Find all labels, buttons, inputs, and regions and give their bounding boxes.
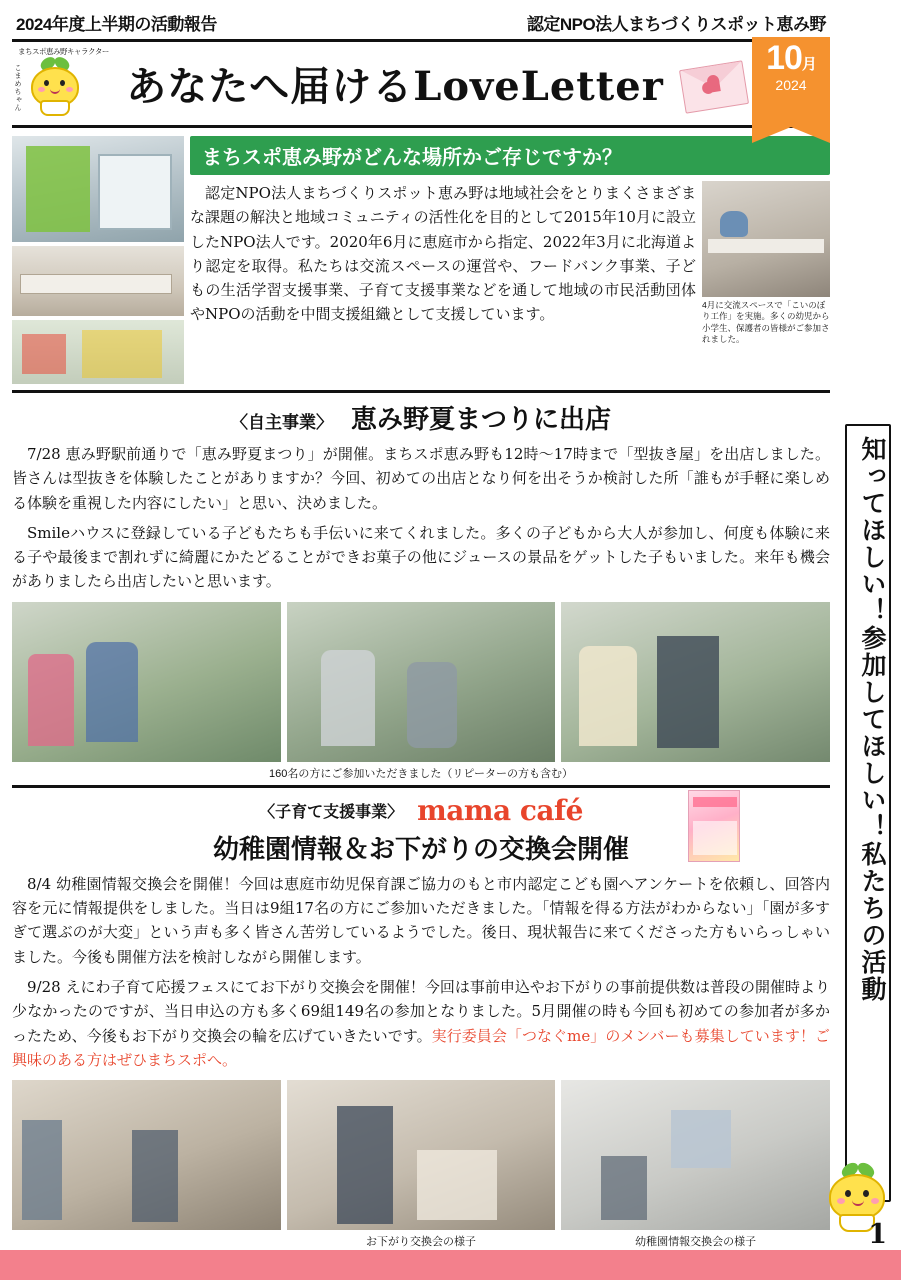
content-column [12, 8, 830, 1249]
photo-meeting-room [12, 246, 184, 316]
festival-title: 恵み野夏まつりに出店 [350, 405, 611, 435]
page-title: あなたへ届けるLoveLetter [126, 63, 664, 110]
mamacafe-caption-left: お下がり交換会の様子 [366, 1236, 476, 1249]
festival-paragraph-2: Smileハウスに登録している子どもたちも手伝いに来てくれました。多くの子どもから大人が参加し、何度も体験に来る子や最後まで割れずに綺麗にかたどることができお菓子の他にジュースの景品をゲットした子もいました。来年も機会がありましたら出店したいと思います。 [12, 523, 830, 591]
mamacafe-heading [12, 794, 830, 827]
photo-festival-katanuki [561, 602, 830, 762]
intro-side-photo-block [702, 181, 830, 346]
mascot-area [12, 46, 109, 118]
mamacafe-flyer-thumbnail [688, 790, 740, 862]
photo-exchange-tables [287, 1080, 556, 1230]
intro-banner: まちスポ恵み野がどんな場所かご存じですか？ [190, 136, 830, 175]
festival-photo-caption: 160名の方にご参加いただきました（リピーターの方も含む） [269, 767, 573, 780]
festival-category-label: 〈自主事業〉 [230, 413, 333, 433]
issue-year: 2024 [775, 76, 807, 93]
title-row [12, 38, 830, 128]
mascot-caption: まちスポ恵み野キャラクター [18, 46, 109, 56]
mamacafe-photo-row [12, 1080, 830, 1249]
intro-main [190, 136, 830, 384]
issue-month: 10 [766, 38, 802, 77]
report-period-label: 2024年度上半期の活動報告 [16, 15, 217, 34]
mamacafe-paragraph-1: 8/4 幼稚園情報交換会を開催！今回は恵庭市幼児保育課ご協力のもと市内認定こども園へアンケートを依頼し、回答内容を元に情報提供をしました。当日は9組17名の方にご参加いただきました。「情報を得る方法がわからない」「園が多すぎて選ぶのが大変」という声も多く皆さん苦労しているようでした。後日、現状報告に来てくださった方もいらっしゃいました。今後も開催方法を検討しながら開催します。 [12, 874, 830, 966]
mamacafe-title: 幼稚園情報＆お下がりの交換会開催 [212, 834, 629, 865]
mascot-name-label: こまめちゃん [14, 63, 21, 112]
festival-paragraph-1: 7/28 恵み野駅前通りで「恵み野夏まつり」が開催。まちスポ恵み野も12時〜17時まで「型抜き屋」を出店しました。皆さんは型抜きを体験したことがありますか？今回、初めての出店となり何を出そうか検討した所「誰もが手軽に楽しめる体験を重視した内容にしたい」と思い、決めました。 [12, 445, 830, 512]
love-letter-envelope-icon [682, 59, 746, 109]
intro-side-caption: 4月に交流スペースで「こいのぼり工作」を実施。多くの幼児から小学生、保護者の皆様がご参加されました。 [702, 300, 830, 345]
mamacafe-logo: mama café [417, 793, 583, 827]
organization-name: 認定NPO法人まちづくりスポット恵み野 [526, 15, 826, 34]
mamacafe-caption-right: 幼稚園情報交換会の様子 [635, 1236, 757, 1249]
mascot-icon [24, 60, 86, 118]
photo-exchange-racks [12, 1080, 281, 1230]
festival-photo-row [12, 602, 830, 762]
issue-month-badge [752, 37, 830, 127]
photo-festival-booth [287, 602, 556, 762]
mamacafe-paragraph-2 [12, 975, 830, 1072]
mamacafe-photo-cell-2 [287, 1080, 556, 1249]
mamacafe-category-label: 〈子育て支援事業〉 [259, 801, 404, 821]
photo-play-corner [12, 320, 184, 384]
mamacafe-photo-cell-1 [12, 1080, 281, 1249]
top-header-bar [12, 8, 830, 42]
mamacafe-photo-cell-3 [561, 1080, 830, 1249]
festival-heading [12, 399, 830, 436]
mamacafe-recruit-text: 実行委員会「つなぐme」のメンバーも募集しています！ご興味のある方はぜひまちスポへ。 [12, 1026, 830, 1069]
mamacafe-paragraph-2-text: 9/28 えにわ子育て応援フェスにてお下がり交換会を開催！今回は事前申込やお下がりの事前提供数は普段の開催時より少なかったのですが、当日申込の方も多く69組149名の参加となりました。5月開催の時も今回も初めての参加者が多かったため、今後もお下がり交換会の輪を広げていきたいです。 [12, 977, 830, 1045]
page-number: 1 [868, 1219, 887, 1250]
mamacafe-section [12, 788, 830, 1249]
photo-entrance [12, 136, 184, 242]
footer-bar [0, 1250, 901, 1280]
photo-festival-yukata [12, 602, 281, 762]
issue-month-suffix: 月 [801, 55, 816, 73]
vertical-banner: 知ってほしい！参加してほしい！私たちの活動 [845, 424, 891, 1202]
photo-kindergarten-meeting [561, 1080, 830, 1230]
intro-section [12, 136, 830, 393]
intro-body-row [190, 181, 830, 346]
intro-photo-column [12, 136, 184, 384]
photo-koinobori-workshop [702, 181, 830, 297]
intro-text: 認定NPO法人まちづくりスポット恵み野は地域社会をとりまくさまざまな課題の解決と地域コミュニティの活性化を目的として2015年10月に設立したNPO法人です。2020年6月に恵庭市から指定、2022年3月に北海道より認定を取得。私たちは交流スペースの運営や、フードバンク事業、子どもの生活学習支援事業、子育て支援事業などを通して地域の市民活動団体やNPOの活動を中間支援組織として支援しています。 [190, 184, 696, 324]
festival-section [12, 393, 830, 788]
